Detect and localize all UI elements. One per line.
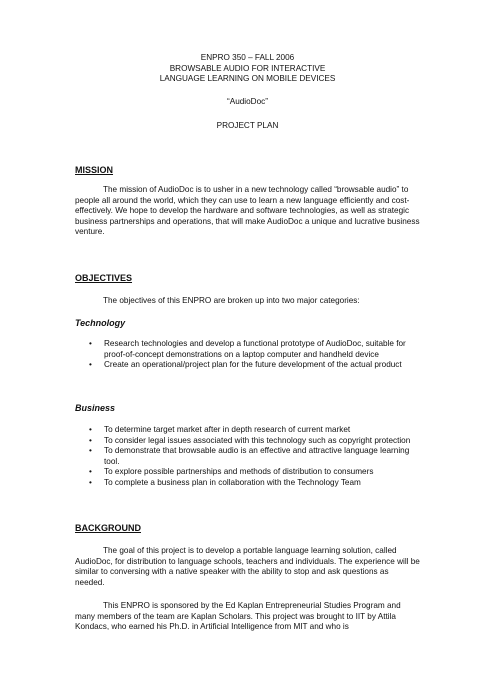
background-paragraph-1: The goal of this project is to develop a portable language learning solution, called AudioDoc, for distribution to language schools, teachers and individuals. The experience will be similar to conversing with a native speaker with the ability to stop and ask questions as needed. bbox=[75, 546, 420, 587]
title-line-1: BROWSABLE AUDIO FOR INTERACTIVE bbox=[169, 63, 326, 73]
list-item: • To complete a business plan in collaboration with the Technology Team bbox=[75, 478, 420, 489]
business-list bbox=[75, 425, 420, 489]
list-item: • To explore possible partnerships and methods of distribution to consumers bbox=[75, 467, 420, 478]
list-item: • Create an operational/project plan for the future development of the actual product bbox=[75, 360, 420, 371]
project-name: “AudioDoc” bbox=[227, 97, 268, 106]
list-item: • To determine target market after in depth research of current market bbox=[75, 425, 420, 436]
business-heading: Business bbox=[75, 403, 116, 413]
course-line: ENPRO 350 – FALL 2006 bbox=[200, 53, 295, 62]
objectives-intro: The objectives of this ENPRO are broken up into two major categories: bbox=[103, 296, 360, 305]
mission-heading: MISSION bbox=[75, 165, 114, 175]
background-paragraph-2: This ENPRO is sponsored by the Ed Kaplan Entrepreneurial Studies Program and many members of the team are Kaplan Scholars. This project was brought to IIT by Attila Kondacs, who earned his Ph.D. in Artificial Intelligence from MIT and who is bbox=[75, 601, 401, 632]
title-line-2: LANGUAGE LEARNING ON MOBILE DEVICES bbox=[159, 74, 336, 83]
list-item: • To demonstrate that browsable audio is an effective and attractive language learning tool. bbox=[75, 446, 420, 467]
list-item: • To consider legal issues associated with this technology such as copyright protection bbox=[75, 436, 420, 447]
technology-heading: Technology bbox=[75, 318, 126, 328]
technology-list bbox=[75, 339, 420, 371]
mission-text: The mission of AudioDoc is to usher in a new technology called “browsable audio” to people all around the world, which they can use to learn a new language efficiently and cost-effectively. We hope to develop the hardware and software technologies, as well as strategic business partnerships and operations, that will make AudioDoc a unique and lucrative business venture. bbox=[75, 185, 420, 237]
background-heading: BACKGROUND bbox=[75, 523, 141, 533]
doc-title: PROJECT PLAN bbox=[216, 121, 279, 130]
list-item: • Research technologies and develop a functional prototype of AudioDoc, suitable for proof-of-concept demonstrations on a laptop computer and handheld device bbox=[75, 339, 420, 360]
objectives-heading: OBJECTIVES bbox=[75, 273, 133, 283]
